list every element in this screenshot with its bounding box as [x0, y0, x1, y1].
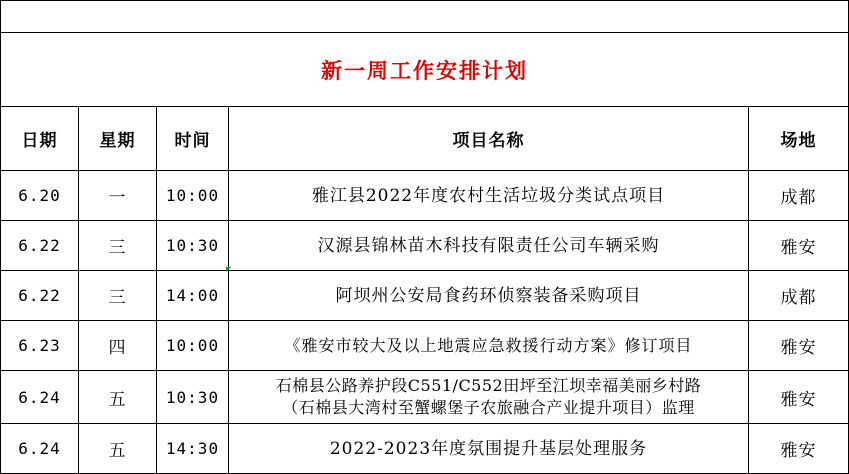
cell-date[interactable]: 6.24 [1, 424, 79, 474]
cell-venue[interactable]: 雅安 [749, 371, 849, 424]
cell-project[interactable]: 《雅安市较大及以上地震应急救援行动方案》修订项目 [229, 321, 749, 371]
cell-venue[interactable]: 雅安 [749, 321, 849, 371]
cell-project-line1: 石棉县公路养护段C551/C552田坪至江坝幸福美丽乡村路 [275, 376, 702, 395]
cell-comment-marker [226, 267, 231, 272]
table-row [1, 424, 849, 474]
cell-date[interactable]: 6.23 [1, 321, 79, 371]
table-row [1, 321, 849, 371]
cell-time[interactable]: 10:30 [157, 371, 229, 424]
cell-weekday[interactable]: 五 [79, 371, 157, 424]
cell-weekday[interactable]: 一 [79, 171, 157, 221]
header-date[interactable]: 日期 [1, 107, 79, 171]
cell-time[interactable]: 10:00 [157, 171, 229, 221]
header-row [1, 107, 849, 171]
cell-venue[interactable]: 成都 [749, 171, 849, 221]
header-project[interactable]: 项目名称 [229, 107, 749, 171]
cell-venue[interactable]: 雅安 [749, 424, 849, 474]
cell-time[interactable]: 10:30 [157, 221, 229, 271]
cell-date[interactable]: 6.20 [1, 171, 79, 221]
table-row [1, 221, 849, 271]
table-row [1, 271, 849, 321]
blank-cell[interactable] [1, 1, 849, 33]
cell-date[interactable]: 6.24 [1, 371, 79, 424]
cell-weekday[interactable]: 三 [79, 221, 157, 271]
cell-venue[interactable]: 雅安 [749, 221, 849, 271]
cell-project-line2: （石棉县大湾村至蟹螺堡子农旅融合产业提升项目）监理 [282, 398, 695, 417]
cell-date[interactable]: 6.22 [1, 221, 79, 271]
header-venue[interactable]: 场地 [749, 107, 849, 171]
cell-date[interactable]: 6.22 [1, 271, 79, 321]
cell-weekday[interactable]: 四 [79, 321, 157, 371]
page-title[interactable]: 新一周工作安排计划 [1, 33, 849, 107]
cell-venue[interactable]: 成都 [749, 271, 849, 321]
cell-project[interactable]: 雅江县2022年度农村生活垃圾分类试点项目 [229, 171, 749, 221]
cell-time[interactable]: 14:00 [157, 271, 229, 321]
top-blank-row [1, 1, 849, 33]
table-row [1, 371, 849, 424]
cell-project[interactable]: 汉源县锦林苗木科技有限责任公司车辆采购 [229, 221, 749, 271]
cell-time[interactable]: 14:30 [157, 424, 229, 474]
cell-project[interactable]: 阿坝州公安局食药环侦察装备采购项目 [229, 271, 749, 321]
cell-project[interactable]: 2022-2023年度氛围提升基层处理服务 [229, 424, 749, 474]
header-weekday[interactable]: 星期 [79, 107, 157, 171]
header-time[interactable]: 时间 [157, 107, 229, 171]
cell-weekday[interactable]: 五 [79, 424, 157, 474]
cell-project[interactable] [229, 371, 749, 424]
table-row [1, 171, 849, 221]
cell-time[interactable]: 10:00 [157, 321, 229, 371]
title-row [1, 33, 849, 107]
cell-weekday[interactable]: 三 [79, 271, 157, 321]
